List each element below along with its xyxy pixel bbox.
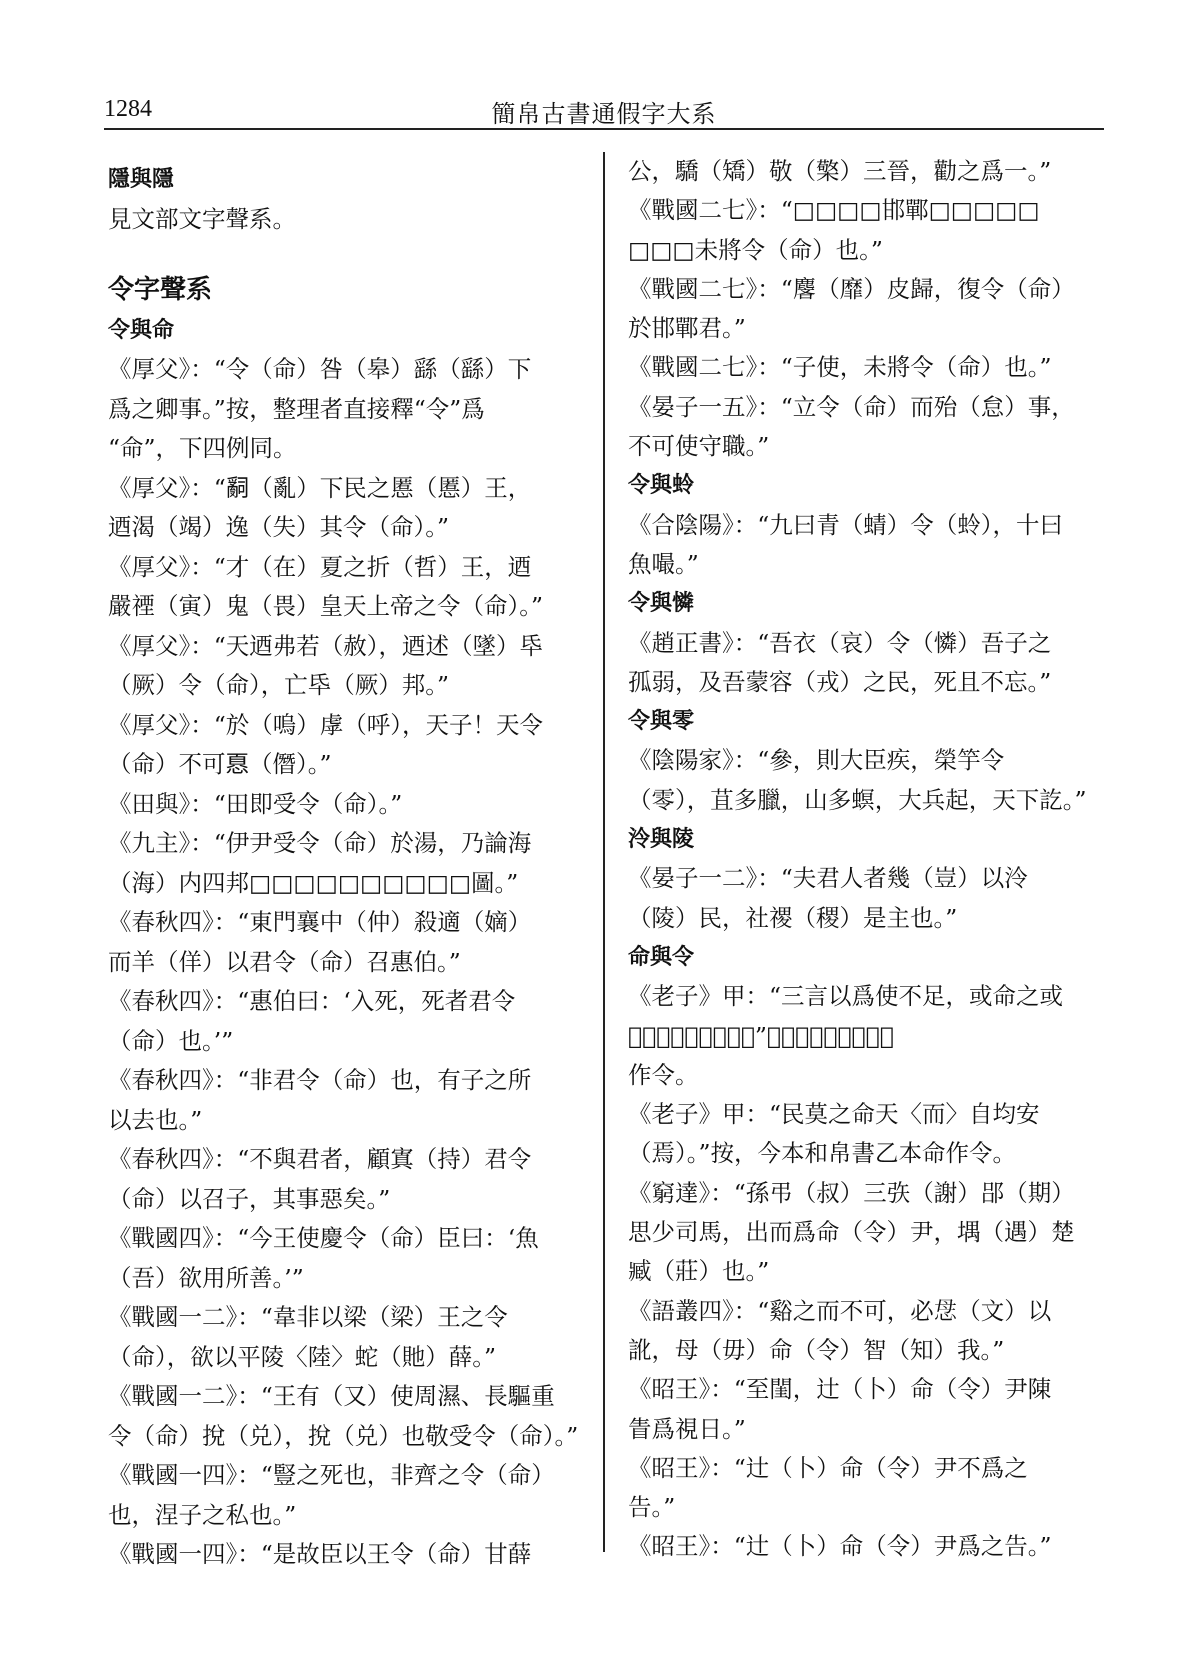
text-line: 《戰國二七》：“麐（靡）皮歸，復令（命） (628, 274, 1075, 303)
text-line: 思少司馬，出而爲命（令）尹，堣（遇）楚 (628, 1218, 1075, 1247)
text-line: 迺渴（竭）逸（失）其令（命）。” (108, 513, 450, 541)
text-line: 魚嘬。” (628, 549, 699, 578)
text-line: 《老子》甲：“民莫之命天〈而〉自均安 (628, 1100, 1040, 1129)
text-line: 《窮達》：“孫弔（叔）三矤（謝）郘（期） (628, 1178, 1075, 1207)
entry-heading: 命與令 (628, 944, 695, 970)
text-line: 令（命）挩（兑），挩（兑）也敬受令（命）。” (108, 1421, 579, 1450)
text-line: 《語叢四》：“谿之而不可，必𢘓（文）以 (628, 1296, 1052, 1325)
text-line: 《老子》甲：“三言以爲使不足，或命之或 (628, 982, 1064, 1011)
text-line: 《厚父》：“𤔲（亂）下民之慝（慝）王， (108, 473, 532, 502)
text-line: 《昭王》：“辻（卜）命（令）尹不爲之 (628, 1453, 1028, 1482)
text-line: 《厚父》：“於（嗚）虖（呼），天子！天令 (108, 710, 544, 739)
text-line: 於邯鄲君。” (628, 314, 746, 343)
entry-heading: 令與蛉 (628, 473, 695, 499)
text-line: 《昭王》：“辻（卜）命（令）尹爲之告。” (628, 1532, 1052, 1561)
text-line: （厥）令（命），亡氒（厥）邦。” (108, 671, 450, 699)
entry-body (628, 741, 1120, 820)
text-line: 《晏子一二》：“夫君人者幾（豈）以泠 (628, 864, 1028, 893)
text-line: 《春秋四》：“惠伯曰：‘入死，死者君令 (108, 987, 516, 1015)
text-line: 《戰國一四》：“是故臣以王令（命）甘薛 (108, 1540, 532, 1568)
text-line: 《戰國二七》：“子使，未將令（命）也。” (628, 353, 1052, 382)
text-line: 《昭王》：“至閨，辻（卜）命（令）尹陳 (628, 1375, 1052, 1404)
text-line: 𢧍（所）豆（屬）。”按，今本和帛書本命 (628, 1021, 894, 1050)
text-line: （焉）。”按，今本和帛書乙本命作令。 (628, 1139, 1017, 1168)
entry-heading: 令與零 (628, 709, 695, 735)
text-line: 眚爲視日。” (628, 1414, 746, 1443)
left-column (108, 160, 588, 1575)
text-line: 嚴禋（寅）鬼（畏）皇天上帝之令（命）。” (108, 592, 544, 620)
text-line: 也，涅子之私也。” (108, 1500, 297, 1529)
text-line: 《陰陽家》：“參，則大臣疾，榮竽令 (628, 746, 1005, 775)
text-line: 以去也。” (108, 1105, 203, 1134)
entry-body (628, 152, 1120, 466)
text-line: “命”，下四例同。 (108, 434, 297, 462)
text-line: （命）也。’” (108, 1026, 234, 1055)
entry-heading: 泠與陵 (628, 827, 695, 853)
text-line: 而羊（佯）以君令（命）召惠伯。” (108, 947, 461, 976)
book-title: 簡帛古書通假字大系 (491, 100, 717, 128)
text-line: （海）内四邦□□□□□□□□□□圖。” (108, 868, 519, 897)
text-line: 作令。 (628, 1060, 699, 1089)
entry-heading: 隱與隱 (108, 167, 175, 192)
text-line: 《趙正書》：“吾衣（哀）令（憐）吾子之 (628, 628, 1052, 657)
text-line: 《厚父》：“令（命）咎（皋）繇（繇）下 (108, 355, 532, 383)
text-line: （命）以召子，其事惡矣。” (108, 1184, 391, 1213)
entry-body (628, 506, 1120, 585)
text-line: 臧（莊）也。” (628, 1257, 770, 1286)
text-line: 《春秋四》：“非君令（命）也，有子之所 (108, 1066, 532, 1094)
entry-text: 見文部文字聲系。 (108, 204, 296, 233)
entry-heading: 令與命 (108, 317, 175, 343)
text-line: 不可使守職。” (628, 432, 770, 461)
text-line: 訛，母（毋）命（令）智（知）我。” (628, 1335, 1005, 1364)
text-line: 《晏子一五》：“立令（命）而殆（怠）事， (628, 392, 1075, 421)
text-line: （吾）欲用所善。’” (108, 1263, 304, 1292)
text-line: □□□未將令（命）也。” (628, 235, 883, 264)
entry-body (628, 624, 1120, 703)
entry-body (628, 977, 1120, 1566)
text-line: （零），苴多臘，山多螟，大兵起，天下訖。” (628, 785, 1087, 814)
text-line: （命）不可𢝊（僭）。” (108, 750, 332, 778)
entry-heading: 令與憐 (628, 591, 695, 617)
text-line: 告。” (628, 1493, 676, 1522)
entry-body (628, 859, 1120, 938)
text-line: 《春秋四》：“東門襄中（仲）殺適（嫡） (108, 908, 532, 936)
text-line: 《戰國一四》：“豎之死也，非齊之令（命） (108, 1461, 555, 1489)
text-line: 《厚父》：“才（在）夏之折（哲）王，迺 (108, 552, 532, 581)
text-line: 爲之卿事。”按，整理者直接釋“令”爲 (108, 394, 485, 423)
text-line: 《戰國一二》：“王有（又）使周濕、長驅重 (108, 1382, 555, 1410)
text-line: 孤弱，及吾蒙容（戎）之民，死且不忘。” (628, 667, 1052, 696)
text-line: 公，驕（矯）敬（檠）三晉，勸之爲一。” (628, 157, 1052, 185)
section-title: 令字聲系 (108, 275, 213, 305)
text-line: （陵）民，社禝（稷）是主也。” (628, 903, 958, 932)
entry-body (108, 350, 588, 1575)
text-line: 《九主》：“伊尹受令（命）於湯，乃論海 (108, 829, 532, 857)
text-line: 《合陰陽》：“九曰青（蜻）令（蛉），十曰 (628, 510, 1064, 539)
text-line: （命），欲以平陵〈陸〉蛇（貤）薛。” (108, 1342, 497, 1371)
text-line: 《戰國一二》：“韋非以梁（梁）王之令 (108, 1303, 508, 1331)
column-divider (603, 152, 605, 1552)
text-line: 《厚父》：“天迺弗若（赦），迺述（墜）氒 (108, 631, 544, 660)
text-line: 《戰國二七》：“□□□□邯鄲□□□□□ (628, 196, 1040, 225)
text-line: 《田與》：“田即受令（命）。” (108, 789, 403, 818)
right-column (628, 152, 1120, 1567)
page-header (104, 82, 1104, 130)
page-number: 1284 (104, 96, 152, 122)
text-line: 《春秋四》：“不與君者，顧寘（持）君令 (108, 1145, 532, 1173)
text-line: 《戰國四》：“今王使慶令（命）臣曰：‘魚 (108, 1224, 539, 1252)
